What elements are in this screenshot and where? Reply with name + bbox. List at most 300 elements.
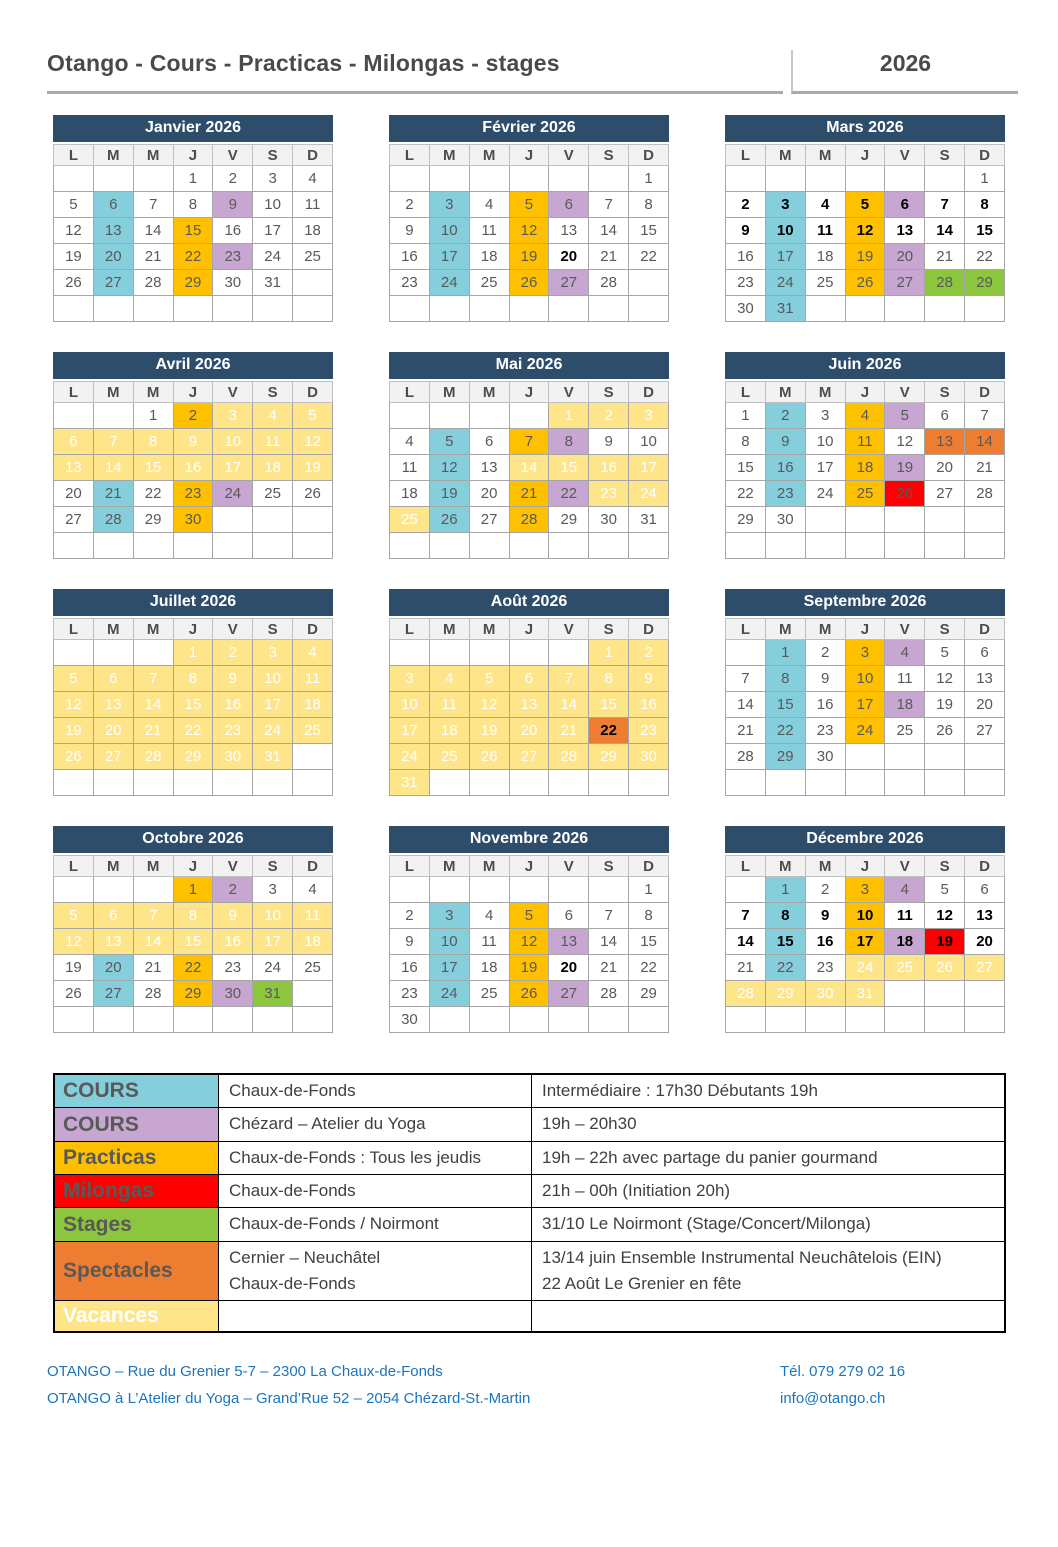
day-cell (509, 403, 549, 429)
weekday-header: L (390, 382, 430, 403)
day-cell (213, 1007, 253, 1033)
weekday-header: M (765, 619, 805, 640)
day-cell: 3 (253, 640, 293, 666)
weekday-header: V (885, 856, 925, 877)
day-cell: 14 (589, 929, 629, 955)
day-cell: 27 (549, 981, 589, 1007)
day-cell (54, 877, 94, 903)
weekday-header: D (629, 145, 669, 166)
day-cell: 10 (390, 692, 430, 718)
day-cell: 10 (765, 218, 805, 244)
day-cell: 25 (429, 744, 469, 770)
weekday-header: D (965, 856, 1005, 877)
day-cell: 30 (390, 1007, 430, 1033)
day-cell (469, 770, 509, 796)
day-cell: 19 (54, 244, 94, 270)
day-cell: 28 (549, 744, 589, 770)
legend-location (219, 1074, 532, 1108)
day-cell: 13 (93, 692, 133, 718)
day-cell: 26 (469, 744, 509, 770)
day-cell: 20 (54, 481, 94, 507)
day-cell (509, 770, 549, 796)
weekday-header: J (845, 856, 885, 877)
day-cell: 14 (133, 929, 173, 955)
legend-row-vacances (54, 1301, 1005, 1333)
day-cell: 23 (213, 244, 253, 270)
day-cell: 18 (805, 244, 845, 270)
day-cell: 11 (805, 218, 845, 244)
day-cell: 15 (726, 455, 766, 481)
day-cell (429, 640, 469, 666)
weekday-header: V (549, 619, 589, 640)
day-cell: 16 (213, 929, 253, 955)
day-cell: 2 (805, 877, 845, 903)
day-cell: 9 (765, 429, 805, 455)
weekday-header: J (173, 856, 213, 877)
day-cell: 5 (845, 192, 885, 218)
day-cell (925, 296, 965, 322)
day-cell: 20 (93, 718, 133, 744)
day-cell: 30 (213, 744, 253, 770)
day-cell: 21 (965, 455, 1005, 481)
day-cell: 9 (213, 192, 253, 218)
day-cell (726, 166, 766, 192)
day-cell (429, 1007, 469, 1033)
day-cell: 9 (629, 666, 669, 692)
day-cell (509, 1007, 549, 1033)
day-cell (469, 1007, 509, 1033)
day-cell: 28 (726, 981, 766, 1007)
day-cell: 14 (925, 218, 965, 244)
weekday-header: V (213, 619, 253, 640)
day-cell: 3 (765, 192, 805, 218)
day-cell: 18 (429, 718, 469, 744)
weekday-header: M (93, 382, 133, 403)
weekday-header: D (629, 856, 669, 877)
legend-location-line: Cernier – Neuchâtel (229, 1247, 381, 1267)
day-cell: 25 (805, 270, 845, 296)
day-cell (726, 640, 766, 666)
day-cell: 11 (845, 429, 885, 455)
day-cell: 2 (765, 403, 805, 429)
day-cell: 4 (885, 640, 925, 666)
weekday-header: S (925, 145, 965, 166)
legend-location (219, 1241, 532, 1301)
month-février (389, 115, 669, 322)
legend-location-line: Chézard – Atelier du Yoga (229, 1114, 426, 1134)
legend-location-line: Chaux-de-Fonds (229, 1081, 356, 1100)
weekday-header: L (390, 856, 430, 877)
legend-details-line: 22 Août Le Grenier en fête (542, 1274, 742, 1294)
day-cell (589, 770, 629, 796)
day-cell (253, 770, 293, 796)
day-cell (390, 296, 430, 322)
day-cell (629, 533, 669, 559)
day-cell: 16 (213, 692, 253, 718)
day-cell: 9 (390, 929, 430, 955)
day-cell: 6 (885, 192, 925, 218)
day-cell: 17 (765, 244, 805, 270)
day-cell: 12 (293, 429, 333, 455)
day-cell: 6 (965, 877, 1005, 903)
day-cell: 17 (213, 455, 253, 481)
day-cell (805, 1007, 845, 1033)
day-cell: 4 (845, 403, 885, 429)
day-cell (213, 296, 253, 322)
day-cell: 9 (589, 429, 629, 455)
day-cell: 10 (253, 666, 293, 692)
day-cell: 21 (925, 244, 965, 270)
weekday-header: M (429, 619, 469, 640)
day-cell: 29 (726, 507, 766, 533)
day-cell: 16 (765, 455, 805, 481)
day-cell: 2 (173, 403, 213, 429)
month-mai (389, 352, 669, 559)
day-cell: 4 (429, 666, 469, 692)
day-cell: 28 (93, 507, 133, 533)
weekday-header: V (213, 145, 253, 166)
day-cell: 20 (965, 929, 1005, 955)
weekday-header: V (213, 856, 253, 877)
day-cell (293, 981, 333, 1007)
weekday-header: L (726, 382, 766, 403)
month-août (389, 589, 669, 796)
day-cell: 20 (925, 455, 965, 481)
month-grid (389, 855, 669, 1033)
day-cell: 19 (509, 244, 549, 270)
day-cell (253, 1007, 293, 1033)
month-avril (53, 352, 333, 559)
day-cell (213, 507, 253, 533)
page-footer (47, 1359, 1018, 1412)
day-cell (845, 507, 885, 533)
month-title: Janvier 2026 (53, 115, 333, 142)
day-cell: 11 (469, 218, 509, 244)
day-cell: 23 (805, 955, 845, 981)
day-cell: 12 (845, 218, 885, 244)
day-cell: 28 (133, 981, 173, 1007)
month-mars (725, 115, 1005, 322)
day-cell: 10 (845, 666, 885, 692)
day-cell: 7 (549, 666, 589, 692)
month-grid (389, 618, 669, 796)
day-cell: 9 (173, 429, 213, 455)
day-cell: 13 (925, 429, 965, 455)
day-cell: 7 (589, 192, 629, 218)
day-cell: 25 (885, 955, 925, 981)
day-cell (765, 166, 805, 192)
day-cell: 27 (549, 270, 589, 296)
day-cell: 5 (54, 666, 94, 692)
day-cell: 6 (549, 903, 589, 929)
day-cell: 22 (589, 718, 629, 744)
legend-location-line: Chaux-de-Fonds (229, 1181, 356, 1201)
day-cell: 4 (293, 877, 333, 903)
weekday-header: M (429, 382, 469, 403)
weekday-header: S (253, 145, 293, 166)
day-cell: 8 (965, 192, 1005, 218)
day-cell: 12 (925, 903, 965, 929)
day-cell (589, 877, 629, 903)
weekday-header: M (93, 619, 133, 640)
day-cell: 27 (925, 481, 965, 507)
weekday-header: V (549, 145, 589, 166)
day-cell: 5 (54, 903, 94, 929)
day-cell: 26 (293, 481, 333, 507)
day-cell: 17 (253, 218, 293, 244)
day-cell (549, 166, 589, 192)
day-cell: 4 (293, 640, 333, 666)
month-grid (725, 381, 1005, 559)
day-cell: 15 (589, 692, 629, 718)
day-cell (133, 1007, 173, 1033)
day-cell: 22 (173, 955, 213, 981)
day-cell (726, 770, 766, 796)
weekday-header: M (133, 145, 173, 166)
day-cell: 7 (93, 429, 133, 455)
month-title: Avril 2026 (53, 352, 333, 379)
day-cell: 24 (845, 718, 885, 744)
day-cell: 28 (925, 270, 965, 296)
day-cell: 27 (54, 507, 94, 533)
day-cell: 19 (925, 692, 965, 718)
day-cell (390, 640, 430, 666)
day-cell (845, 296, 885, 322)
day-cell (173, 296, 213, 322)
month-grid (53, 855, 333, 1033)
day-cell: 24 (253, 955, 293, 981)
day-cell: 24 (213, 481, 253, 507)
weekday-header: S (925, 856, 965, 877)
day-cell (965, 744, 1005, 770)
day-cell: 31 (845, 981, 885, 1007)
day-cell: 15 (629, 218, 669, 244)
day-cell (925, 1007, 965, 1033)
weekday-header: V (549, 856, 589, 877)
weekday-header: M (469, 856, 509, 877)
day-cell: 13 (549, 929, 589, 955)
day-cell: 26 (925, 955, 965, 981)
month-juillet (53, 589, 333, 796)
day-cell: 3 (629, 403, 669, 429)
footer-addresses (47, 1359, 780, 1412)
day-cell: 23 (213, 955, 253, 981)
day-cell (629, 296, 669, 322)
day-cell (965, 296, 1005, 322)
day-cell (885, 770, 925, 796)
weekday-header: D (293, 145, 333, 166)
legend-details (532, 1301, 1006, 1333)
day-cell: 5 (54, 192, 94, 218)
month-grid (53, 618, 333, 796)
day-cell (549, 640, 589, 666)
day-cell (885, 507, 925, 533)
day-cell: 12 (54, 692, 94, 718)
day-cell: 9 (805, 903, 845, 929)
day-cell: 29 (133, 507, 173, 533)
day-cell: 8 (173, 666, 213, 692)
weekday-header: J (173, 145, 213, 166)
day-cell: 16 (805, 692, 845, 718)
day-cell: 5 (509, 903, 549, 929)
day-cell: 30 (213, 981, 253, 1007)
day-cell: 12 (509, 218, 549, 244)
day-cell: 13 (469, 455, 509, 481)
day-cell: 3 (845, 877, 885, 903)
day-cell: 1 (726, 403, 766, 429)
legend-location-line: Chaux-de-Fonds (229, 1274, 356, 1294)
day-cell (925, 166, 965, 192)
day-cell: 16 (390, 955, 430, 981)
day-cell: 14 (726, 692, 766, 718)
day-cell: 16 (173, 455, 213, 481)
day-cell: 8 (589, 666, 629, 692)
day-cell (509, 296, 549, 322)
day-cell: 2 (213, 877, 253, 903)
day-cell: 21 (93, 481, 133, 507)
day-cell (965, 533, 1005, 559)
weekday-header: L (54, 382, 94, 403)
day-cell (845, 533, 885, 559)
day-cell (390, 166, 430, 192)
day-cell: 12 (54, 218, 94, 244)
weekday-header: M (469, 145, 509, 166)
weekday-header: D (965, 145, 1005, 166)
day-cell: 22 (629, 244, 669, 270)
legend-details-line: Intermédiaire : 17h30 Débutants 19h (542, 1081, 818, 1100)
month-grid (725, 618, 1005, 796)
day-cell: 14 (589, 218, 629, 244)
day-cell: 18 (469, 955, 509, 981)
day-cell: 29 (629, 981, 669, 1007)
day-cell (293, 770, 333, 796)
day-cell: 1 (173, 877, 213, 903)
legend-row-spectacles (54, 1241, 1005, 1301)
weekday-header: S (589, 856, 629, 877)
day-cell (965, 770, 1005, 796)
day-cell: 28 (133, 270, 173, 296)
day-cell: 6 (93, 903, 133, 929)
day-cell: 24 (765, 270, 805, 296)
legend (53, 1073, 1058, 1333)
day-cell (549, 296, 589, 322)
day-cell (54, 640, 94, 666)
day-cell: 20 (93, 244, 133, 270)
month-octobre (53, 826, 333, 1033)
day-cell: 5 (885, 403, 925, 429)
legend-details (532, 1208, 1006, 1241)
day-cell (54, 770, 94, 796)
day-cell (213, 533, 253, 559)
weekday-header: L (54, 619, 94, 640)
day-cell (293, 507, 333, 533)
day-cell: 13 (885, 218, 925, 244)
day-cell: 27 (93, 744, 133, 770)
day-cell: 8 (765, 903, 805, 929)
day-cell: 13 (549, 218, 589, 244)
day-cell (93, 1007, 133, 1033)
day-cell (133, 533, 173, 559)
day-cell: 23 (390, 270, 430, 296)
weekday-header: M (765, 856, 805, 877)
day-cell: 4 (293, 166, 333, 192)
day-cell: 23 (213, 718, 253, 744)
day-cell: 22 (173, 244, 213, 270)
day-cell (93, 877, 133, 903)
title-cell (47, 50, 783, 94)
day-cell (549, 877, 589, 903)
day-cell (509, 877, 549, 903)
day-cell: 14 (726, 929, 766, 955)
day-cell (885, 296, 925, 322)
day-cell: 16 (213, 218, 253, 244)
weekday-header: D (293, 856, 333, 877)
day-cell: 15 (173, 929, 213, 955)
month-décembre (725, 826, 1005, 1033)
month-title: Février 2026 (389, 115, 669, 142)
day-cell (253, 533, 293, 559)
legend-swatch-label: Stages (54, 1208, 219, 1241)
day-cell (133, 296, 173, 322)
day-cell (885, 166, 925, 192)
weekday-header: M (429, 145, 469, 166)
day-cell: 25 (253, 481, 293, 507)
day-cell: 23 (589, 481, 629, 507)
weekday-header: M (133, 382, 173, 403)
day-cell: 1 (133, 403, 173, 429)
day-cell: 7 (965, 403, 1005, 429)
day-cell: 29 (765, 744, 805, 770)
legend-details-line: 19h – 22h avec partage du panier gourmand (542, 1147, 878, 1167)
day-cell: 7 (133, 666, 173, 692)
legend-details-line: 19h – 20h30 (542, 1114, 637, 1134)
day-cell: 2 (629, 640, 669, 666)
day-cell: 12 (429, 455, 469, 481)
footer-address-2: OTANGO à L’Atelier du Yoga – Grand’Rue 52 – 2054 Chézard-St.-Martin (47, 1389, 531, 1407)
day-cell: 15 (173, 218, 213, 244)
year-badge: 2026 (791, 50, 1018, 94)
day-cell: 6 (965, 640, 1005, 666)
legend-location (219, 1108, 532, 1141)
weekday-header: J (509, 145, 549, 166)
weekday-header: M (133, 619, 173, 640)
day-cell (805, 296, 845, 322)
day-cell: 30 (805, 744, 845, 770)
day-cell (765, 1007, 805, 1033)
day-cell: 31 (390, 770, 430, 796)
day-cell: 1 (549, 403, 589, 429)
weekday-header: M (469, 619, 509, 640)
day-cell: 24 (845, 955, 885, 981)
day-cell: 3 (845, 640, 885, 666)
day-cell (429, 533, 469, 559)
day-cell: 15 (765, 929, 805, 955)
day-cell: 24 (253, 244, 293, 270)
day-cell: 20 (509, 718, 549, 744)
day-cell (54, 1007, 94, 1033)
day-cell: 28 (726, 744, 766, 770)
day-cell (509, 166, 549, 192)
day-cell: 5 (469, 666, 509, 692)
day-cell: 19 (293, 455, 333, 481)
day-cell: 13 (965, 666, 1005, 692)
day-cell: 19 (54, 955, 94, 981)
weekday-header: M (429, 856, 469, 877)
day-cell: 3 (253, 166, 293, 192)
day-cell: 6 (93, 666, 133, 692)
day-cell (726, 533, 766, 559)
day-cell (469, 296, 509, 322)
